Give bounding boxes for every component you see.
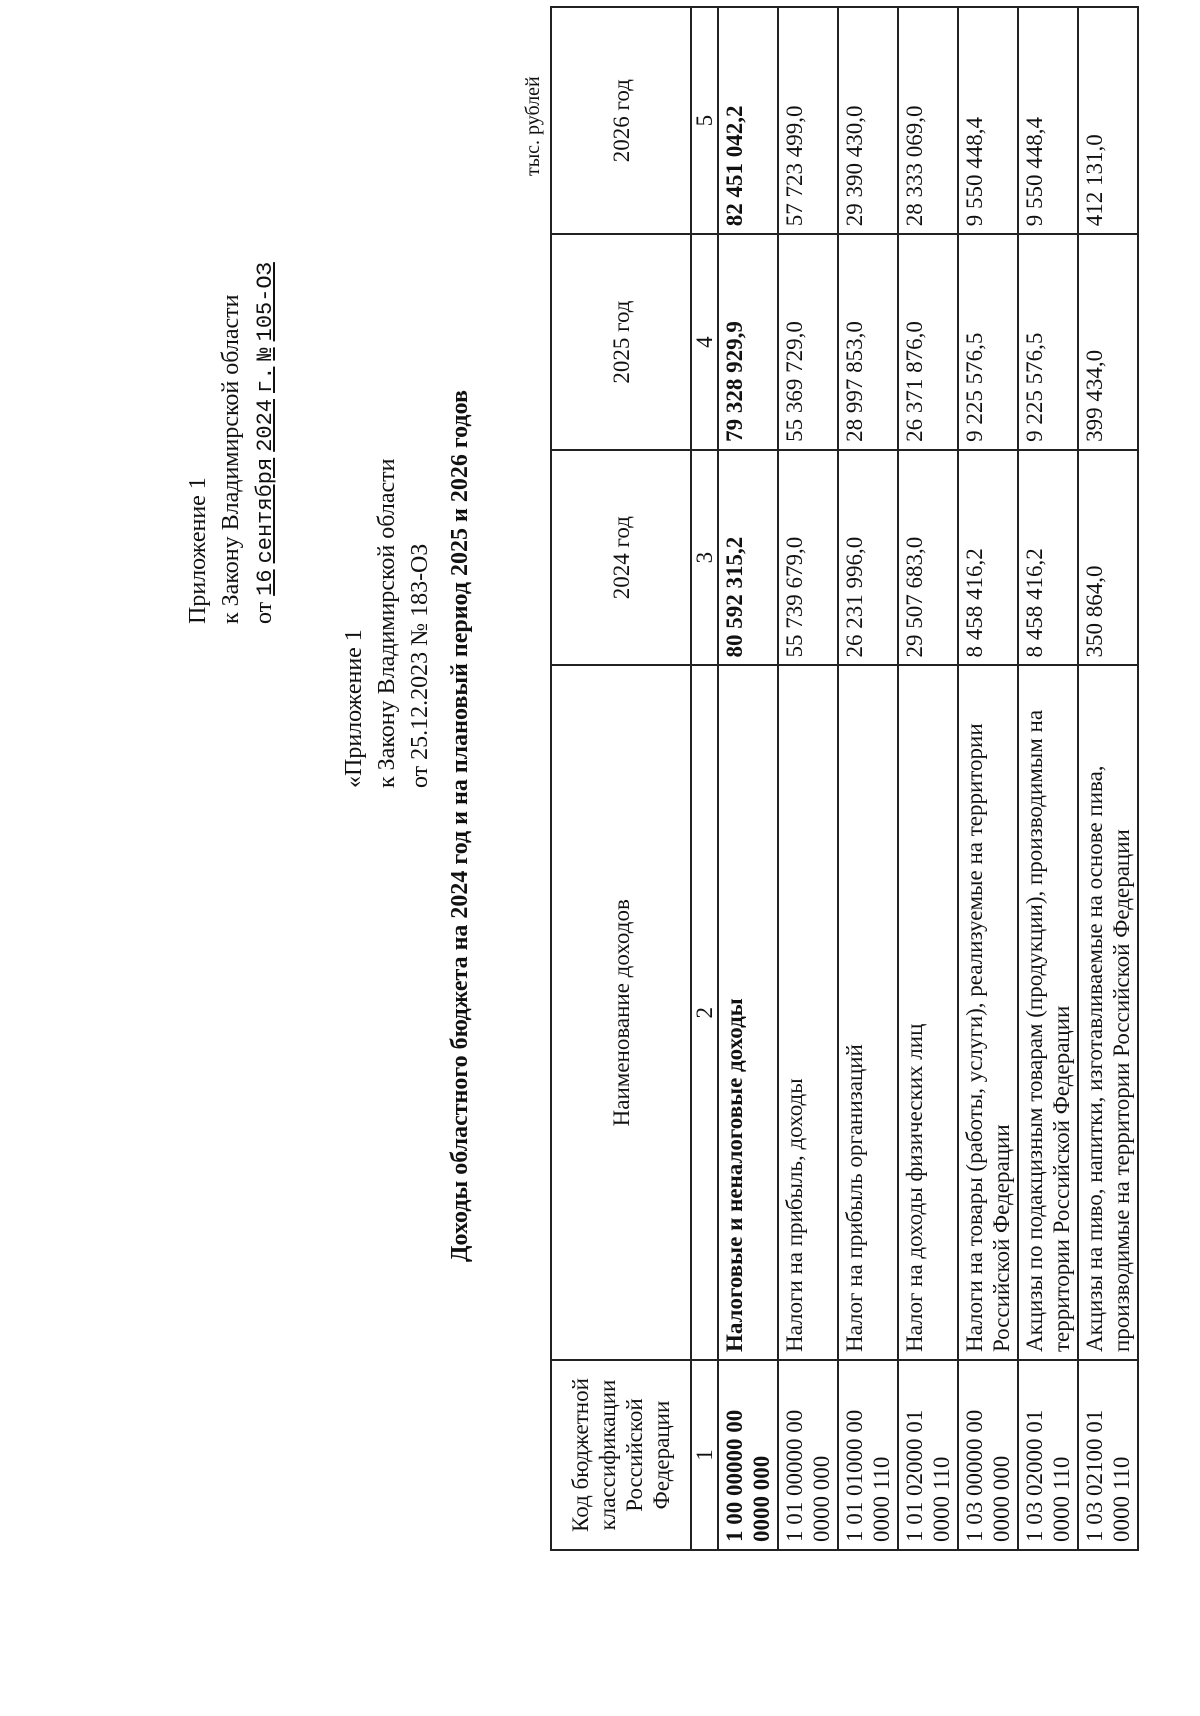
table-row [898,7,958,1550]
value-2025-cell: 399 434,0 [1078,234,1138,450]
value-2026-cell: 412 131,0 [1078,7,1138,234]
value-2025-cell: 28 997 853,0 [838,234,898,450]
header-2024: 2024 год [551,450,691,666]
handwritten-number: 105-ОЗ [253,262,278,342]
date-prefix: от [251,601,277,624]
header-code: Код бюджетной классификации Российской Федерации [551,1360,691,1550]
value-2024-cell: 8 458 416,2 [958,450,1018,666]
name-cell: Налог на прибыль организаций [838,665,898,1360]
header-row [551,7,691,1550]
value-2025-cell: 9 225 576,5 [958,234,1018,450]
year-suffix: г. [253,366,278,393]
value-2026-cell: 28 333 069,0 [898,7,958,234]
value-2026-cell: 9 550 448,4 [1018,7,1078,234]
code-cell: 1 01 01000 00 0000 110 [838,1360,898,1550]
code-cell: 1 00 00000 00 0000 000 [718,1360,778,1550]
name-cell: Налоги на товары (работы, услуги), реализуемые на территории Российской Федерации [958,665,1018,1360]
appendix-new-stamp [182,262,282,624]
document-title: Доходы областного бюджета на 2024 год и на плановый период 2025 и 2026 годов [447,390,473,1262]
appendix-new-line2: к Закону Владимирской области [218,294,244,624]
appendix-old-line1: «Приложение 1 [341,629,367,788]
code-cell: 1 03 02000 01 0000 110 [1018,1360,1078,1550]
table-row [838,7,898,1550]
name-cell: Акцизы на пиво, напитки, изготавливаемые на основе пива, производимые на территории Российской Федерации [1078,665,1138,1360]
value-2025-cell: 9 225 576,5 [1018,234,1078,450]
table-row [778,7,838,1550]
code-cell: 1 01 02000 01 0000 110 [898,1360,958,1550]
table-row [1018,7,1078,1550]
units-label: тыс. рублей [522,76,544,176]
table-row [1078,7,1138,1550]
code-cell: 1 01 00000 00 0000 000 [778,1360,838,1550]
appendix-new-line1: Приложение 1 [185,477,211,624]
code-cell: 1 03 00000 00 0000 000 [958,1360,1018,1550]
handwritten-month: сентября [253,457,278,564]
value-2026-cell: 29 390 430,0 [838,7,898,234]
appendix-old-stamp [338,458,437,788]
value-2024-cell: 8 458 416,2 [1018,450,1078,666]
value-2026-cell: 57 723 499,0 [778,7,838,234]
value-2025-cell: 55 369 729,0 [778,234,838,450]
name-cell: Налоговые и неналоговые доходы [718,665,778,1360]
value-2024-cell: 29 507 683,0 [898,450,958,666]
code-cell: 1 03 02100 01 0000 110 [1078,1360,1138,1550]
value-2024-cell: 26 231 996,0 [838,450,898,666]
value-2026-cell: 9 550 448,4 [958,7,1018,234]
appendix-old-line3: от 25.12.2023 № 183-ОЗ [407,543,433,788]
value-2025-cell: 79 328 929,9 [718,234,778,450]
table-row [958,7,1018,1550]
column-number: 3 [691,450,718,666]
name-cell: Налог на доходы физических лиц [898,665,958,1360]
name-cell: Акцизы по подакцизным товарам (продукции), производимым на территории Российской Федерации [1018,665,1078,1360]
value-2024-cell: 55 739 679,0 [778,450,838,666]
income-table [550,6,1139,1551]
table-row [718,7,778,1550]
column-number: 2 [691,665,718,1360]
name-cell: Налоги на прибыль, доходы [778,665,838,1360]
appendix-old-line2: к Закону Владимирской области [374,458,400,788]
number-sign: № [253,347,278,361]
header-2025: 2025 год [551,234,691,450]
value-2025-cell: 26 371 876,0 [898,234,958,450]
header-name: Наименование доходов [551,665,691,1360]
appendix-new-date-line [248,262,282,624]
column-number: 5 [691,7,718,234]
table-body [691,7,1138,1550]
handwritten-day: 16 [253,569,278,596]
value-2024-cell: 80 592 315,2 [718,450,778,666]
value-2024-cell: 350 864,0 [1078,450,1138,666]
header-2026: 2026 год [551,7,691,234]
column-number: 4 [691,234,718,450]
value-2026-cell: 82 451 042,2 [718,7,778,234]
handwritten-year: 2024 [253,398,278,452]
column-number-row [691,7,718,1550]
column-number: 1 [691,1360,718,1550]
